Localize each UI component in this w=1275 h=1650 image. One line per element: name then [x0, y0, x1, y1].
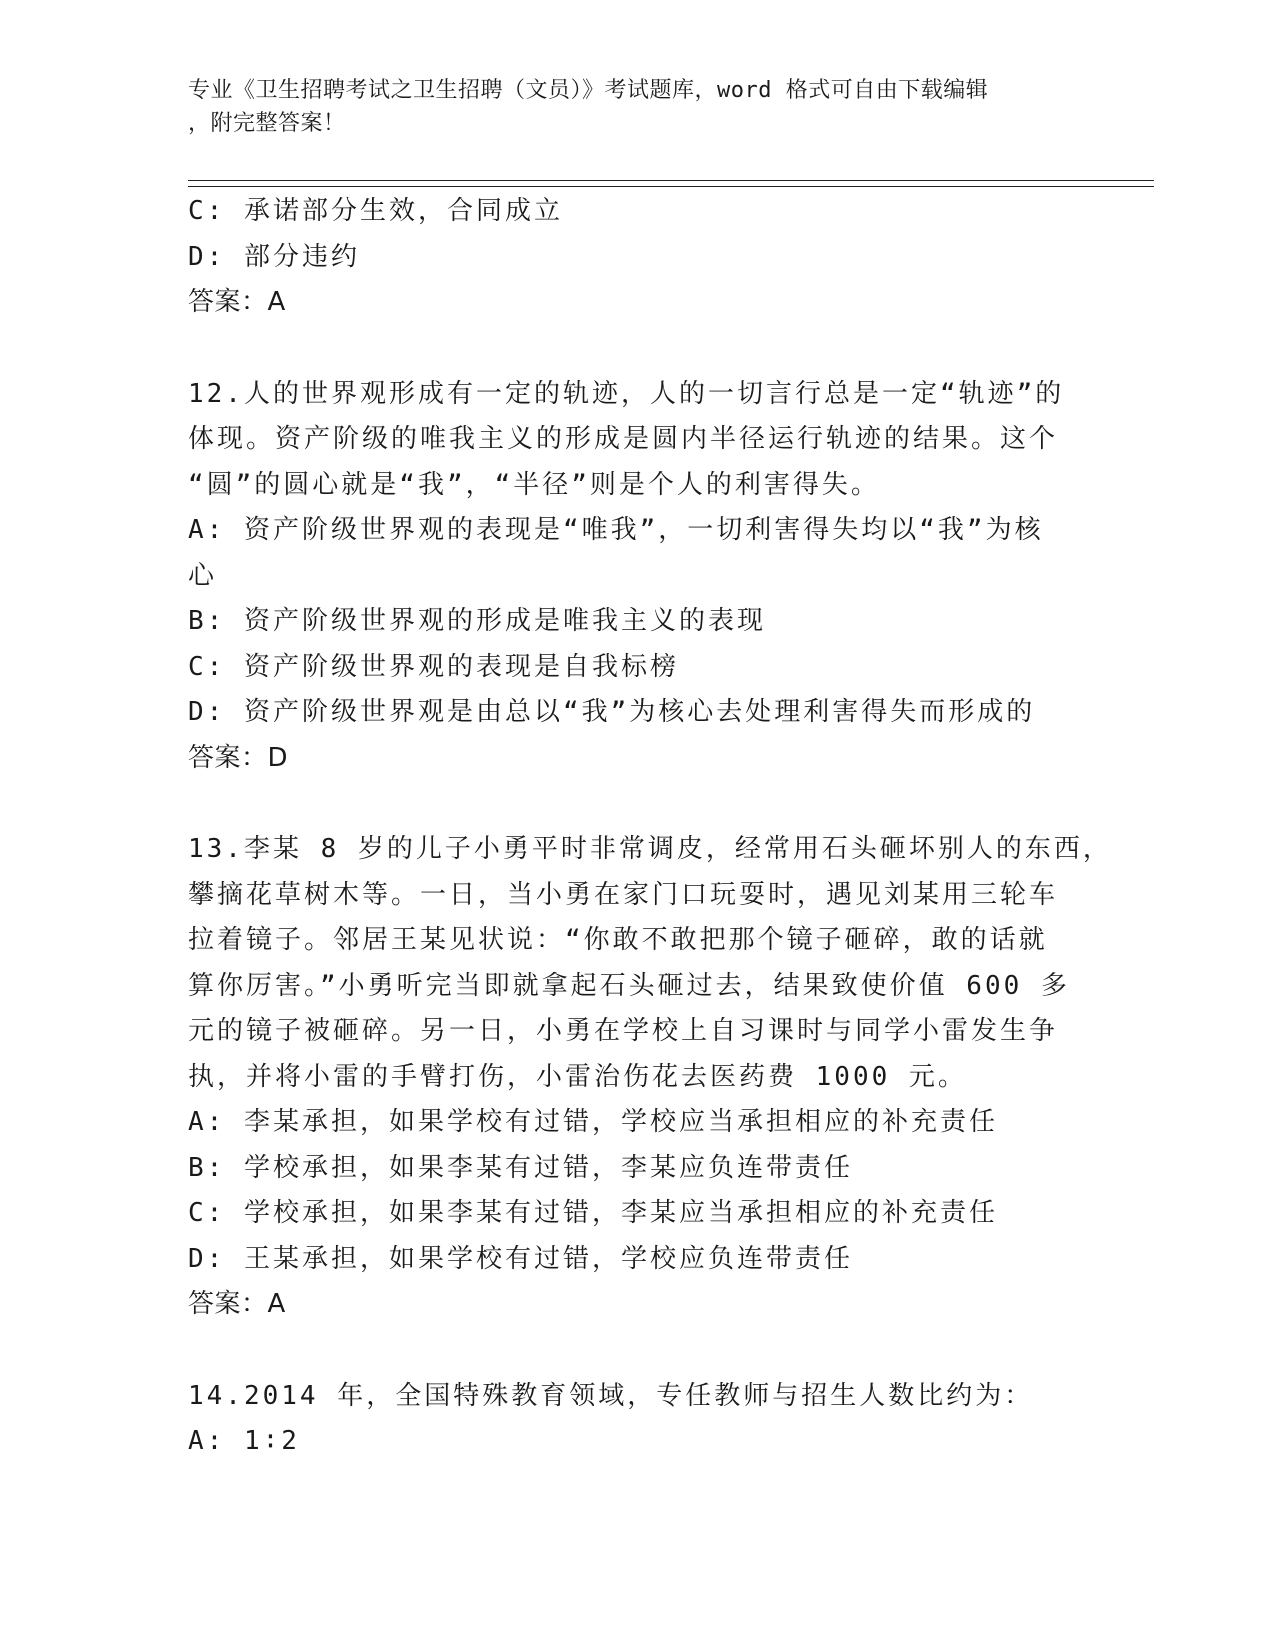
option-c: C: 学校承担，如果李某有过错，李某应当承担相应的补充责任: [188, 1198, 998, 1228]
option-a-continued: 心: [188, 560, 218, 591]
question-stem-line: 体现。资产阶级的唯我主义的形成是圆内半径运行轨迹的结果。这个: [188, 424, 1059, 454]
answer-line: 答案：A: [188, 287, 286, 317]
header-rule-top: [188, 180, 1154, 181]
option-b: B: 学校承担，如果李某有过错，李某应负连带责任: [188, 1152, 853, 1183]
option-c: C: 承诺部分生效，合同成立: [188, 196, 563, 226]
question-13: [188, 827, 1112, 1328]
option-c: C: 资产阶级世界观的表现是自我标榜: [188, 651, 679, 682]
header-line-1: 专业《卫生招聘考试之卫生招聘（文员）》考试题库，word 格式可自由下载编辑: [188, 78, 989, 103]
spacer: [188, 1328, 1088, 1374]
question-stem-line: 12.人的世界观形成有一定的轨迹，人的一切言行总是一定“轨迹”的: [188, 378, 1065, 409]
option-d: D: 部分违约: [188, 241, 360, 272]
header-line-2: ，附完整答案！: [188, 111, 346, 136]
spacer: [188, 326, 1088, 372]
answer-line: 答案：D: [188, 742, 289, 773]
option-d: D: 资产阶级世界观是由总以“我”为核心去处理利害得失而形成的: [188, 697, 1036, 727]
question-stem-line: 执，并将小雷的手臂打伤，小雷治伤花去医药费 1000 元。: [188, 1061, 967, 1092]
option-a: A: 李某承担，如果学校有过错，学校应当承担相应的补充责任: [188, 1107, 998, 1137]
question-stem-line: 13.李某 8 岁的儿子小勇平时非常调皮，经常用石头砸坏别人的东西，: [188, 834, 1112, 864]
option-b: B: 资产阶级世界观的形成是唯我主义的表现: [188, 606, 766, 636]
question-stem-line: “圆”的圆心就是“我”，“半径”则是个人的利害得失。: [188, 469, 880, 500]
question-stem-line: 算你厉害。”小勇听完当即就拿起石头砸过去，结果致使价值 600 多: [188, 970, 1070, 1001]
spacer: [188, 781, 1088, 827]
answer-line: 答案：A: [188, 1289, 286, 1319]
option-a: A: 1∶2: [188, 1426, 300, 1456]
question-stem-line: 拉着镜子。邻居王某见状说：“你敢不敢把那个镜子砸碎，敢的话就: [188, 925, 1048, 955]
header-rule-bottom: [188, 186, 1154, 187]
question-11-tail: [188, 189, 1088, 326]
question-14: [188, 1374, 1088, 1465]
page-header: [188, 74, 1088, 140]
option-d: D: 王某承担，如果学校有过错，学校应负连带责任: [188, 1243, 853, 1274]
document-body: [188, 189, 1112, 1465]
question-stem-line: 攀摘花草树木等。一日，当小勇在家门口玩耍时，遇见刘某用三轮车: [188, 879, 1059, 910]
question-stem-line: 14.2014 年，全国特殊教育领域，专任教师与招生人数比约为：: [188, 1380, 1034, 1411]
question-stem-line: 元的镜子被砸碎。另一日，小勇在学校上自习课时与同学小雷发生争: [188, 1016, 1059, 1046]
question-12: [188, 372, 1088, 782]
option-a: A: 资产阶级世界观的表现是“唯我”，一切利害得失均以“我”为核: [188, 515, 1044, 545]
